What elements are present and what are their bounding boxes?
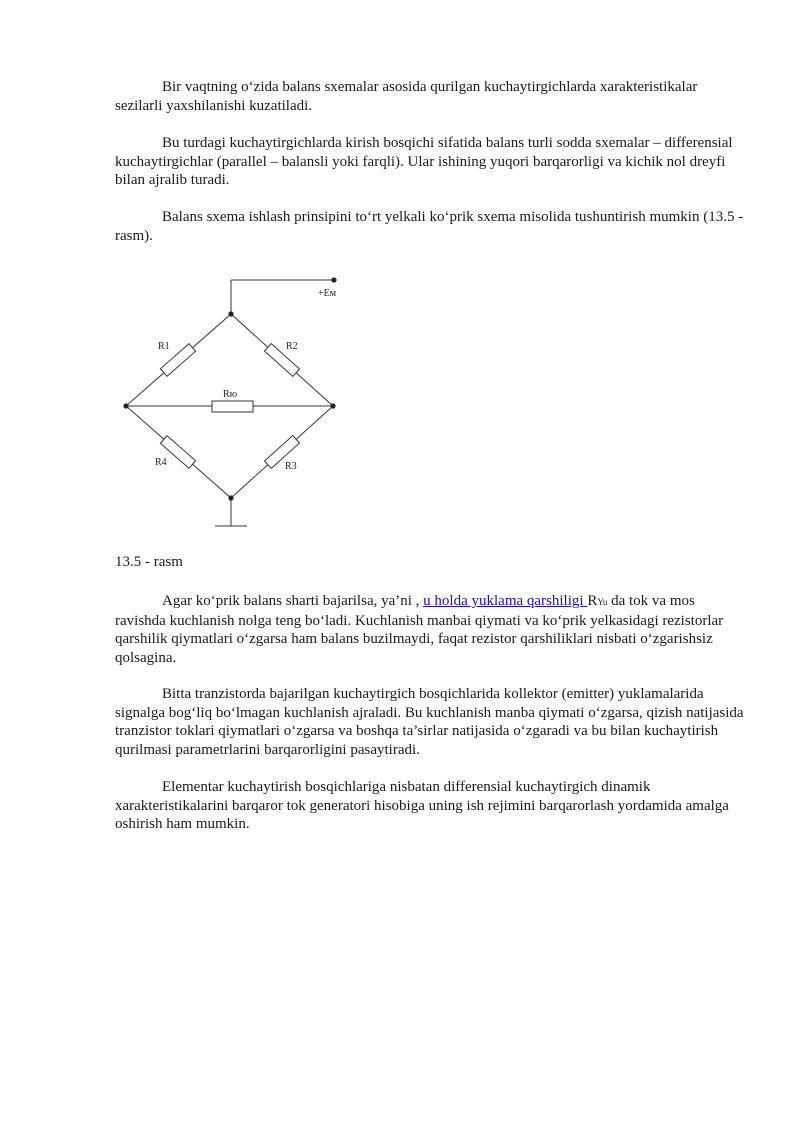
label-r2: R2 bbox=[286, 341, 298, 352]
bridge-circuit-diagram bbox=[115, 272, 365, 532]
load-resistance-subscript: Yu bbox=[597, 597, 608, 607]
paragraph-4-end: da tok va mos ravishda kuchlanish nolga teng bo‘ladi. Kuchlanish manbai qiymati va ko‘prik yelkasidagi rezistorlar qarshilik qiymatlari o‘zgarsa ham balans buzilmaydi, faqat rezistor qarshiliklari nisbati o‘zgarishsiz qolsagina. bbox=[115, 593, 724, 666]
label-r3: R3 bbox=[285, 461, 297, 472]
paragraph-6: Elementar kuchaytirish bosqichlariga nisbatan differensial kuchaytirgich dinamik xarakteristikalarini barqaror tok generatori hisobiga uning ish rejimini barqarorlash yordamida amalga oshirish ham mumkin. bbox=[115, 779, 729, 832]
node-bottom bbox=[228, 495, 233, 500]
label-r1: R1 bbox=[158, 341, 170, 352]
load-resistance-symbol: R bbox=[587, 593, 598, 609]
bridge-circuit-figure bbox=[115, 272, 365, 532]
paragraph-5: Bitta tranzistorda bajarilgan kuchaytirgich bosqichlarida kollektor (emitter) yuklamalarida signalga bog‘liq bo‘lmagan kuchlanish ajraladi. Bu kuchlanish manba qiymati o‘zgarsa, qizish natijasida tranzistor toklari qiymatlari o‘zgarsa va boshqa ta’sirlar natijasida o‘zgaradi va bu bilan kuchaytirish qurilmasi parametrlarini barqarorligini pasaytiradi. bbox=[115, 686, 744, 758]
paragraph-1: Bir vaqtning o‘zida balans sxemalar asosida qurilgan kuchaytirgichlarda xarakteristikalar sezilarli yaxshilanishi kuzatiladi. bbox=[115, 79, 698, 114]
resistor-load bbox=[212, 401, 253, 412]
figure-caption: 13.5 - rasm bbox=[115, 554, 183, 570]
node-right bbox=[330, 403, 335, 408]
label-supply: +Ем bbox=[318, 288, 337, 299]
label-load: Rю bbox=[223, 389, 238, 400]
node-left bbox=[123, 403, 128, 408]
paragraph-2: Bu turdagi kuchaytirgichlarda kirish bosqichi sifatida balans turli sodda sxemalar – differensial kuchaytirgichlar (parallel – balansli yoki farqli). Ular ishining yuqori barqarorligi va kichik nol dreyfi bilan ajralib turadi. bbox=[115, 135, 733, 188]
supply-terminal bbox=[331, 277, 336, 282]
paragraph-3: Balans sxema ishlash prinsipini to‘rt yelkali ko‘prik sxema misolida tushuntirish mumkin (13.5 - rasm). bbox=[115, 209, 744, 244]
paragraph-4 bbox=[115, 592, 745, 667]
paragraph-4-start: Agar ko‘prik balans sharti bajarilsa, ya’ni , bbox=[162, 593, 424, 609]
label-r4: R4 bbox=[155, 457, 167, 468]
load-resistance-link[interactable]: u holda yuklama qarshiligi bbox=[423, 593, 588, 609]
node-top bbox=[228, 311, 233, 316]
